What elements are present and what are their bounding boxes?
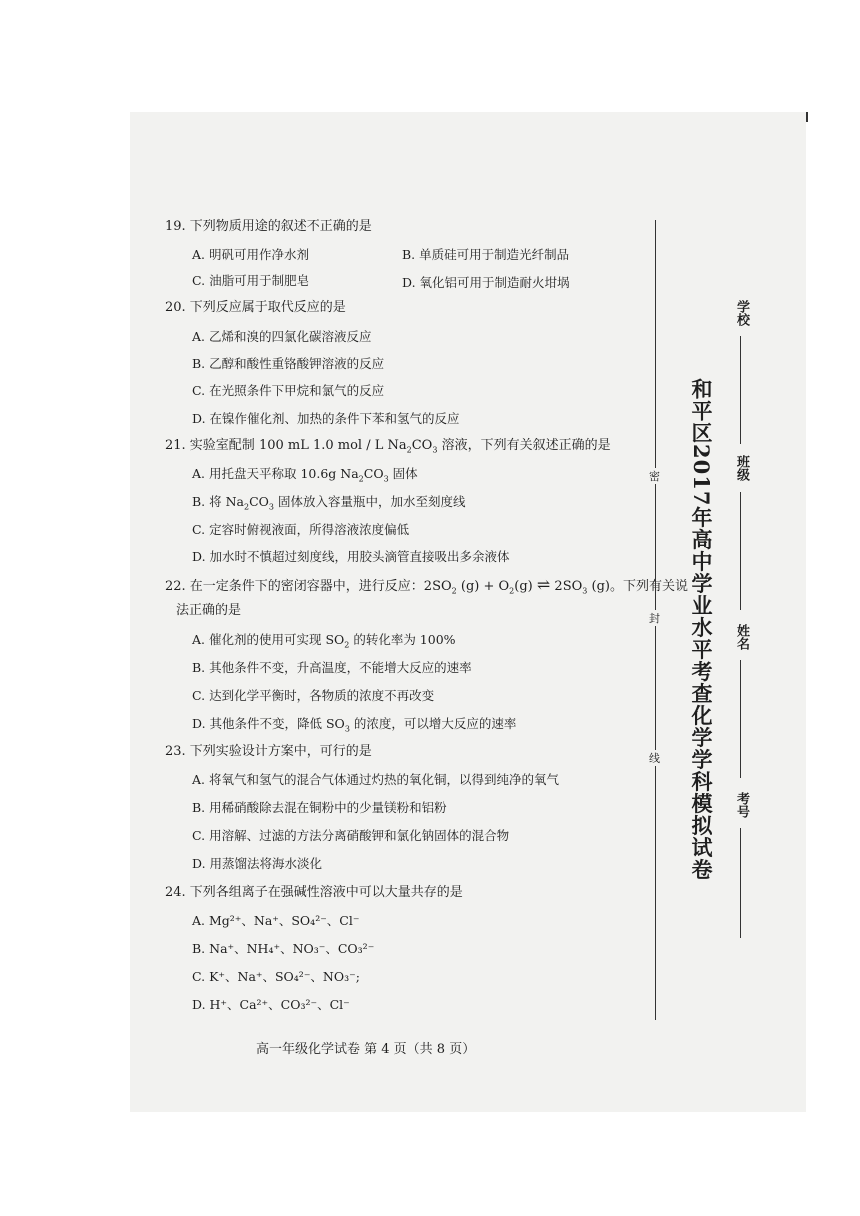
- q20-option-a: A. 乙烯和溴的四氯化碳溶液反应: [192, 329, 372, 344]
- question-22-stem-cont: 法正确的是: [176, 603, 242, 618]
- q23-option-a: A. 将氧气和氢气的混合气体通过灼热的氧化铜，以得到纯净的氧气: [192, 772, 559, 787]
- question-21-stem: 21. 实验室配制 100 mL 1.0 mol / L $Na_2CO_3$ 溶液，下列有关叙述正确的是: [165, 438, 611, 455]
- q23-option-b: B. 用稀硝酸除去混在铜粉中的少量镁粉和铝粉: [192, 800, 447, 815]
- q21-option-b: B. 将 $Na_2CO_3$ 固体放入容量瓶中，加水至刻度线: [192, 494, 466, 512]
- q21-option-a: A. 用托盘天平称取 10.6g $Na_2CO_3$ 固体: [192, 466, 418, 484]
- question-20-stem: 20. 下列反应属于取代反应的是: [165, 300, 346, 315]
- question-23-stem: 23. 下列实验设计方案中，可行的是: [165, 744, 372, 759]
- q21-option-d: D. 加水时不慎超过刻度线，用胶头滴管直接吸出多余液体: [192, 549, 510, 564]
- q19-option-d: D. 氧化铝可用于制造耐火坩埚: [402, 275, 570, 290]
- equilibrium-arrow-icon: ⇌: [536, 575, 551, 594]
- school-field[interactable]: [740, 336, 741, 444]
- q24-option-b: B. Na⁺、NH₄⁺、NO₃⁻、CO₃²⁻: [192, 941, 375, 956]
- q20-option-b: B. 乙醇和酸性重铬酸钾溶液的反应: [192, 356, 385, 371]
- q22-option-d: D. 其他条件不变，降低 $SO_3$ 的浓度，可以增大反应的速率: [192, 716, 517, 734]
- q23-option-c: C. 用溶解、过滤的方法分离硝酸钾和氯化钠固体的混合物: [192, 828, 510, 843]
- exam-title: 和平区2017年高中学业水平考查化学学科模拟试卷: [689, 378, 714, 881]
- q20-option-d: D. 在镍作催化剂、加热的条件下苯和氢气的反应: [192, 411, 460, 426]
- question-22-stem: 22. 在一定条件下的密闭容器中，进行反应：$2SO_2$ $(g) + O_2(g)$ ⇌ $2SO_3$ (g)。下列有关说: [165, 575, 688, 596]
- exam-number-field[interactable]: [740, 828, 741, 938]
- q21-option-c: C. 定容时俯视液面，所得溶液浓度偏低: [192, 522, 410, 537]
- seal-mark-xian: 线: [649, 752, 660, 765]
- q19-option-b: B. 单质硅可用于制造光纤制品: [402, 247, 570, 262]
- q19-option-c: C. 油脂可用于制肥皂: [192, 273, 310, 288]
- q19-option-a: A. 明矾可用作净水剂: [192, 247, 309, 262]
- q22-option-a: A. 催化剂的使用可实现 $SO_2$ 的转化率为 100%: [192, 632, 456, 650]
- q22-option-c: C. 达到化学平衡时，各物质的浓度不再改变: [192, 688, 435, 703]
- q24-option-a: A. Mg²⁺、Na⁺、SO₄²⁻、Cl⁻: [192, 913, 360, 928]
- q20-option-c: C. 在光照条件下甲烷和氯气的反应: [192, 383, 385, 398]
- seal-mark-mi: 密: [649, 470, 660, 483]
- q23-option-d: D. 用蒸馏法将海水淡化: [192, 856, 323, 871]
- school-label: 学校: [734, 300, 749, 326]
- seal-mark-feng: 封: [649, 612, 660, 625]
- page-footer: 高一年级化学试卷 第 4 页（共 8 页）: [256, 1042, 476, 1057]
- class-label: 班级: [734, 455, 749, 481]
- question-24-stem: 24. 下列各组离子在强碱性溶液中可以大量共存的是: [165, 885, 463, 900]
- q22-option-b: B. 其他条件不变，升高温度，不能增大反应的速率: [192, 660, 472, 675]
- corner-mark: [806, 112, 808, 122]
- name-field[interactable]: [740, 660, 741, 778]
- name-label: 姓名: [734, 624, 749, 650]
- class-field[interactable]: [740, 492, 741, 610]
- question-19-stem: 19. 下列物质用途的叙述不正确的是: [165, 219, 372, 234]
- q24-option-c: C. K⁺、Na⁺、SO₄²⁻、NO₃⁻;: [192, 969, 360, 984]
- q24-option-d: D. H⁺、Ca²⁺、CO₃²⁻、Cl⁻: [192, 997, 350, 1012]
- exam-number-label: 考号: [734, 792, 749, 818]
